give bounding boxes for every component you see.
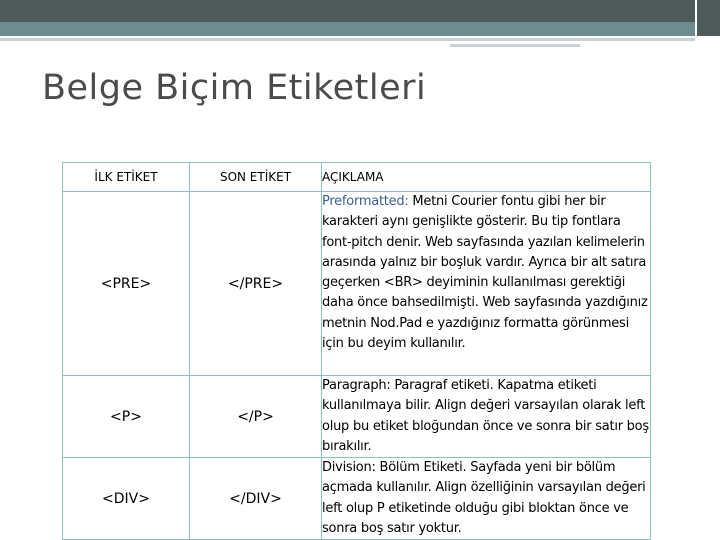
header-description: AÇIKLAMA (322, 163, 651, 192)
description-cell (322, 458, 651, 540)
close-tag-cell: </P> (190, 376, 322, 458)
open-tag-cell: <PRE> (63, 192, 190, 376)
table-row (63, 458, 651, 540)
table-row (63, 192, 651, 376)
open-tag-cell: <DIV> (63, 458, 190, 540)
description-text: Metni Courier fontu gibi her bir karakteri aynı genişlikte gösterir. Bu tip fontlara font-pitch denir. Web sayfasında yazılan kelimelerin arasında yalnız bir boşluk vardır. Ayrıca bir alt satıra geçerken <BR> deyiminin kullanılması gerektiği daha önce bahsedilmişti. Web sayfasında yazdığınız metnin Nod.Pad e yazdığınız formatta görünmesi için bu deyim kullanılır. (322, 194, 648, 352)
description-cell (322, 192, 651, 376)
table-row (63, 376, 651, 458)
header-rule (0, 38, 695, 41)
close-tag-cell: </PRE> (190, 192, 322, 376)
header-bar-teal (0, 22, 695, 36)
header-rule-short (450, 44, 580, 47)
description-text: Paragraf etiketi. Kapatma etiketi kullanılmaya bilir. Align değeri varsayılan olarak left olup bu etiket bloğundan önce ve sonra bir satır boş bırakılır. (322, 378, 649, 454)
slide-title: Belge Biçim Etiketleri (42, 68, 427, 108)
table-header-row (63, 163, 651, 192)
open-tag-cell: <P> (63, 376, 190, 458)
header-corner-block (697, 0, 720, 36)
description-text: Bölüm Etiketi. Sayfada yeni bir bölüm açmada kullanılır. Align özelliğinin varsayılan değeri left olup P etiketinde olduğu gibi bloktan önce ve sonra boş satır yoktur. (322, 460, 646, 537)
close-tag-cell: </DIV> (190, 458, 322, 540)
header-close-tag: SON ETİKET (190, 163, 322, 192)
description-term: Preformatted: (322, 194, 409, 209)
header-bar-dark (0, 0, 695, 22)
tag-table (62, 162, 651, 540)
description-cell (322, 376, 651, 458)
description-term: Paragraph: (322, 378, 391, 393)
header-open-tag: İLK ETİKET (63, 163, 190, 192)
description-term: Division: (322, 460, 376, 476)
